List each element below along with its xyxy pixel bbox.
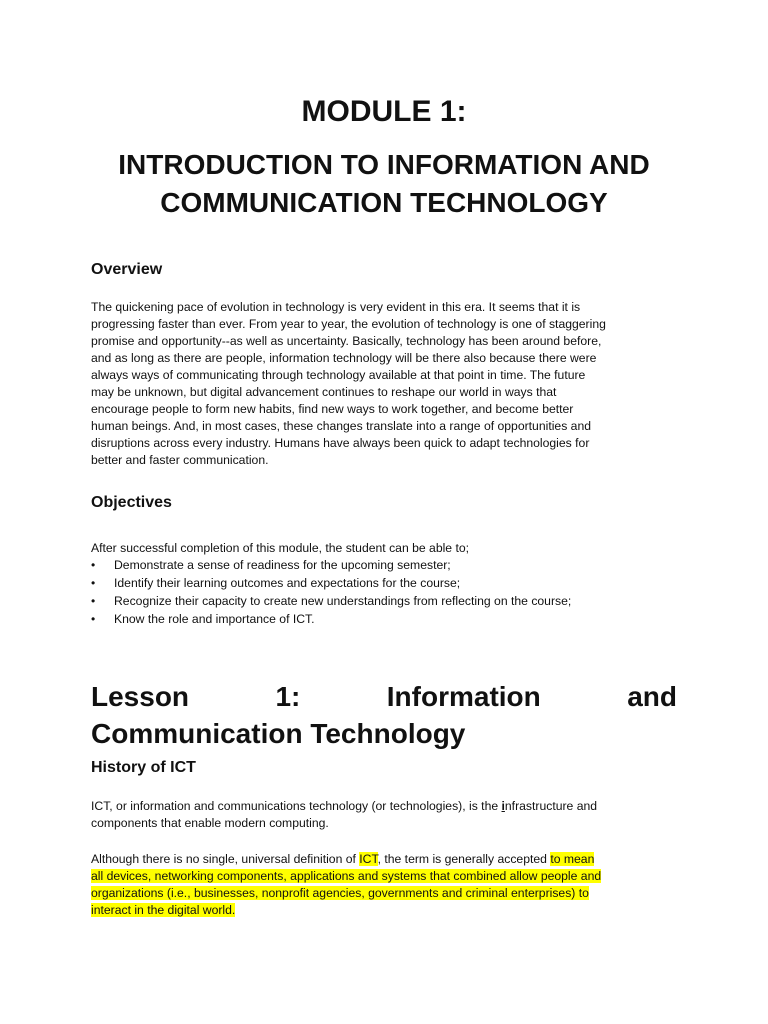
- lesson-title-line2: Communication Technology: [91, 718, 466, 749]
- history-heading: History of ICT: [91, 759, 196, 776]
- ict-meaning-line: [91, 902, 677, 919]
- overview-line: disruptions across every industry. Humans have always been quick to adapt technologies for: [91, 436, 590, 450]
- list-item: [91, 574, 571, 592]
- lesson-word: and: [627, 681, 677, 712]
- text-run: ICT, or information and communications technology (or technologies), is the: [91, 799, 502, 813]
- overview-line: encourage people to form new habits, find new ways to work together, and become better: [91, 402, 574, 416]
- text-run: nfrastructure and: [504, 799, 598, 813]
- lesson-word: Lesson: [91, 681, 190, 712]
- overview-line: and as long as there are people, information technology will be there also because there were: [91, 351, 597, 365]
- overview-line: human beings. And, in most cases, these changes translate into a range of opportunities and: [91, 419, 592, 433]
- module-title: MODULE 1:: [301, 95, 467, 128]
- objectives-heading: Objectives: [91, 494, 172, 511]
- highlighted-text: ICT: [359, 852, 378, 866]
- highlighted-text: organizations (i.e., businesses, nonprofit agencies, governments and criminal enterprises) to: [91, 886, 589, 900]
- lesson-title-line1: [91, 678, 677, 715]
- list-item-text: Identify their learning outcomes and expectations for the course;: [114, 576, 461, 590]
- ict-meaning-line1: [91, 851, 677, 868]
- overview-line: progressing faster than ever. From year to year, the evolution of technology is one of staggering: [91, 317, 606, 331]
- overview-line: always ways of communicating through technology available at that point in time. The future: [91, 368, 586, 382]
- ict-meaning-line: [91, 885, 677, 902]
- overview-line: better and faster communication.: [91, 453, 269, 467]
- list-item-text: Know the role and importance of ICT.: [114, 612, 315, 626]
- bullet-icon: •: [91, 612, 96, 626]
- text-run: , the term is generally accepted: [377, 852, 551, 866]
- list-item: [91, 556, 571, 574]
- bullet-icon: •: [91, 558, 96, 572]
- overview-paragraph: [91, 299, 677, 469]
- ict-definition-line1: [91, 798, 677, 815]
- underlined-letter: i: [501, 799, 505, 813]
- list-item: [91, 592, 571, 610]
- highlighted-text: all devices, networking components, applications and systems that combined allow people and: [91, 869, 602, 883]
- objectives-intro: After successful completion of this module, the student can be able to;: [91, 541, 470, 555]
- bullet-icon: •: [91, 576, 96, 590]
- list-item: [91, 610, 571, 628]
- ict-meaning-paragraph: [91, 851, 677, 919]
- highlighted-text: to mean: [550, 852, 595, 866]
- highlighted-text: interact in the digital world.: [91, 903, 236, 917]
- ict-definition-paragraph: [91, 798, 677, 832]
- text-run: Although there is no single, universal definition of: [91, 852, 360, 866]
- overview-line: promise and opportunity--as well as uncertainty. Basically, technology has been around before,: [91, 334, 602, 348]
- bullet-icon: •: [91, 594, 96, 608]
- list-item-text: Recognize their capacity to create new understandings from reflecting on the course;: [114, 594, 572, 608]
- lesson-word: 1:: [275, 681, 301, 712]
- lesson-title: [91, 678, 677, 752]
- main-title: [81, 146, 687, 222]
- overview-line: The quickening pace of evolution in technology is very evident in this era. It seems that it is: [91, 300, 581, 314]
- overview-line: may be unknown, but digital advancement continues to reshape our world in ways that: [91, 385, 557, 399]
- main-title-line1: INTRODUCTION TO INFORMATION AND: [118, 149, 650, 180]
- objectives-list: [91, 556, 571, 628]
- ict-definition-line2: components that enable modern computing.: [91, 816, 329, 830]
- main-title-line2: COMMUNICATION TECHNOLOGY: [160, 187, 608, 218]
- overview-heading: Overview: [91, 261, 163, 278]
- ict-meaning-line: [91, 868, 677, 885]
- lesson-word: Information: [386, 681, 541, 712]
- list-item-text: Demonstrate a sense of readiness for the upcoming semester;: [114, 558, 451, 572]
